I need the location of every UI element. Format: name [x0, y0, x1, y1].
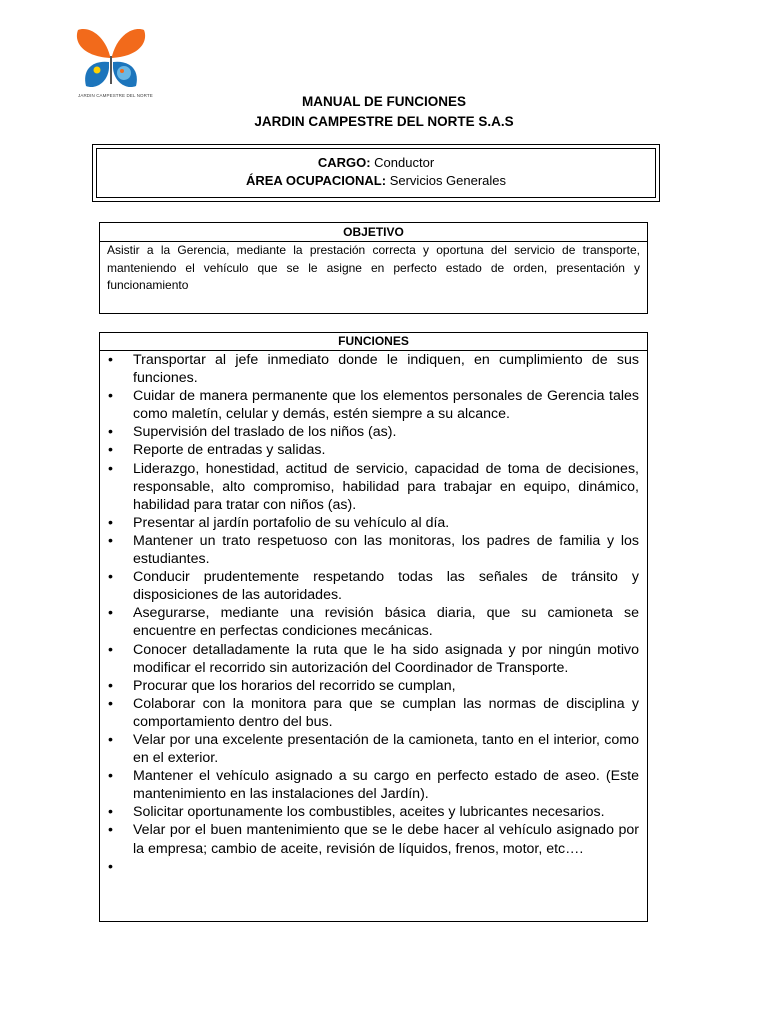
funcion-item: [108, 387, 639, 423]
cargo-inner-frame: [96, 148, 656, 198]
bullet-mark: •: [108, 768, 113, 785]
funcion-text: Solicitar oportunamente los combustibles, aceites y lubricantes necesarios.: [133, 804, 605, 821]
bullet-mark: •: [108, 569, 113, 586]
funcion-item: [108, 351, 639, 387]
funcion-item: [108, 731, 639, 767]
cargo-row: [97, 155, 655, 170]
funciones-box: [99, 332, 648, 922]
funcion-text: Asegurarse, mediante una revisión básica diaria, que su camioneta se encuentre en perfectas condiciones mecánicas.: [133, 605, 639, 640]
funcion-text: Conocer detalladamente la ruta que le ha sido asignada y por ningún motivo modificar el recorrido sin autorización del Coordinador de Transporte.: [133, 641, 639, 676]
bullet-mark: •: [108, 822, 113, 839]
company-logo: [74, 26, 148, 102]
funcion-item: [108, 604, 639, 640]
area-label: ÁREA OCUPACIONAL:: [245, 173, 387, 188]
funcion-text: Velar por el buen mantenimiento que se le debe hacer al vehículo asignado por la empresa; cambio de aceite, revisión de líquidos, frenos, motor, etc….: [133, 822, 639, 857]
funcion-text: Velar por una excelente presentación de la camioneta, tanto en el interior, como en el exterior.: [133, 731, 639, 767]
funcion-item: [108, 423, 639, 441]
bullet-mark: •: [108, 532, 113, 549]
funcion-text: Supervisión del traslado de los niños (as).: [133, 424, 397, 441]
funcion-text: Reporte de entradas y salidas.: [133, 442, 326, 459]
funcion-item: [108, 441, 639, 459]
bullet-mark: •: [108, 352, 113, 368]
funcion-item: [108, 514, 639, 532]
objetivo-box: [99, 222, 648, 314]
funcion-text: Mantener el vehículo asignado a su cargo en perfecto estado de aseo. (Este mantenimiento en las instalaciones del Jardín).: [133, 768, 639, 803]
bullet-mark: •: [108, 388, 113, 405]
bullet-mark: •: [108, 442, 113, 459]
funcion-text: Cuidar de manera permanente que los elementos personales de Gerencia tales como maletín, celular y demás, estén siempre a su alcance.: [133, 388, 639, 423]
funcion-text: Procurar que los horarios del recorrido se cumplan,: [133, 677, 456, 694]
funcion-text: Colaborar con la monitora para que se cumplan las normas de disciplina y comportamiento dentro del bus.: [133, 695, 639, 730]
objetivo-text: Asistir a la Gerencia, mediante la prestación correcta y oportuna del servicio de transporte, manteniendo el vehículo que se le asigne en perfecto estado de orden, presentación y funcionamiento: [107, 243, 640, 292]
funcion-text: Transportar al jefe inmediato donde le indiquen, en cumplimiento de sus funciones.: [133, 352, 639, 387]
area-value: Servicios Generales: [389, 173, 507, 188]
bullet-mark: •: [108, 731, 113, 748]
funcion-text: Mantener un trato respetuoso con las monitoras, los padres de familia y los estudiantes.: [133, 532, 639, 568]
funcion-item: [108, 695, 639, 731]
funcion-item: [108, 803, 639, 821]
funcion-item: [108, 460, 639, 514]
funcion-text: Presentar al jardín portafolio de su vehículo al día.: [133, 514, 450, 531]
logo-wing-top-left: [77, 29, 110, 58]
funcion-item: [108, 677, 639, 695]
company-name: JARDIN CAMPESTRE DEL NORTE S.A.S: [254, 114, 514, 129]
bullet-mark: •: [108, 641, 113, 658]
funcion-item: [108, 641, 639, 677]
logo-wing-bottom-left: [85, 62, 109, 87]
document-title: MANUAL DE FUNCIONES: [301, 94, 466, 109]
bullet-mark: •: [108, 858, 113, 875]
bullet-mark: •: [108, 695, 113, 712]
funciones-list: [100, 351, 647, 876]
area-row: [97, 173, 655, 188]
bullet-mark: •: [108, 677, 113, 694]
bullet-mark: •: [108, 460, 113, 477]
bullet-mark: •: [108, 804, 113, 821]
funcion-item: [108, 532, 639, 568]
funcion-text: Liderazgo, honestidad, actitud de servicio, capacidad de toma de decisiones, responsable, alto compromiso, habilidad para trabajar en equipo, dinámico, habilidad para tratar con niños (as).: [133, 460, 639, 513]
funcion-item: [108, 767, 639, 803]
funcion-item-empty: [108, 858, 639, 876]
funcion-item: [108, 821, 639, 857]
bullet-mark: •: [108, 514, 113, 531]
bullet-mark: •: [108, 424, 113, 441]
funciones-heading: FUNCIONES: [100, 333, 647, 351]
objetivo-heading: OBJETIVO: [100, 223, 647, 242]
funcion-item: [108, 568, 639, 604]
cargo-value: Conductor: [374, 155, 435, 170]
cargo-box: [92, 144, 660, 202]
bullet-mark: •: [108, 605, 113, 622]
funcion-text: Conducir prudentemente respetando todas las señales de tránsito y disposiciones de las autoridades.: [133, 569, 639, 604]
cargo-label: CARGO:: [317, 155, 371, 170]
logo-wing-top-right: [112, 29, 145, 58]
logo-caption: JARDIN CAMPESTRE DEL NORTE: [78, 93, 153, 98]
